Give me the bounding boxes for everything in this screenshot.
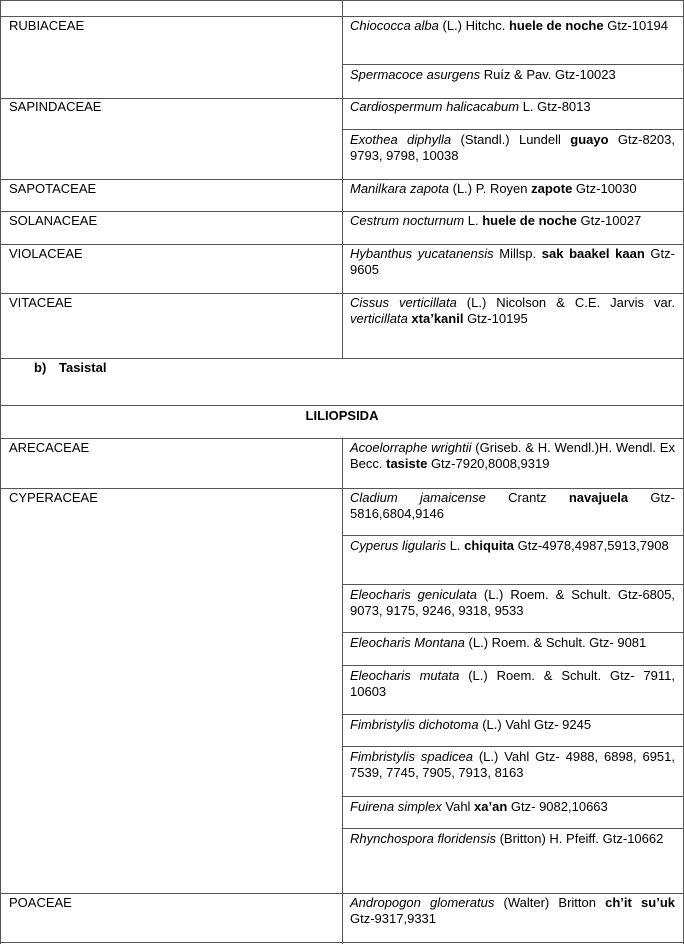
row-divider <box>0 244 684 245</box>
species-text: (L.) Vahl Gtz- 9245 <box>478 717 592 732</box>
species-entry <box>350 895 675 927</box>
row-divider <box>342 632 684 633</box>
family-name: RUBIACEAE <box>9 18 85 33</box>
species-text: L. <box>446 538 465 553</box>
species-text: (L.) Vahl Gtz- 4988, 6898, 6951, 7539, 7745, 7905, 7913, 8163 <box>350 749 675 780</box>
common-name: zapote <box>531 181 573 196</box>
species-text: L. <box>464 213 483 228</box>
common-name: ch’it su’uk <box>605 895 675 910</box>
species-name: Andropogon glomeratus <box>350 895 495 910</box>
species-text: (L.) Nicolson & C.E. Jarvis var. <box>456 295 675 310</box>
family-name: SAPINDACEAE <box>9 99 102 114</box>
species-entry <box>350 668 675 700</box>
species-entry <box>350 213 675 229</box>
row-divider <box>342 665 684 666</box>
species-name: Cyperus ligularis <box>350 538 447 553</box>
family-name: POACEAE <box>9 895 72 910</box>
species-name: Exothea diphylla <box>350 132 452 147</box>
species-text: Gtz-10194 <box>603 18 668 33</box>
species-name: Hybanthus yucatanensis <box>350 246 494 261</box>
common-name: tasiste <box>386 456 428 471</box>
species-name: Fuirena simplex <box>350 799 442 814</box>
row-divider <box>342 714 684 715</box>
species-entry <box>350 635 675 651</box>
species-text: Gtz-9605 <box>350 246 675 277</box>
family-name: VITACEAE <box>9 295 73 310</box>
family-name: SAPOTACEAE <box>9 181 97 196</box>
common-name: xta’kanil <box>411 311 464 326</box>
common-name: chiquita <box>464 538 515 553</box>
species-text: (Standl.) Lundell <box>451 132 571 147</box>
species-text: (L.) Roem. & Schult. Gtz-6805, 9073, 9175, 9246, 9318, 9533 <box>350 587 675 618</box>
row-divider <box>0 16 684 17</box>
species-entry <box>350 132 675 164</box>
species-entry <box>350 490 675 522</box>
species-text: (Griseb. & H. Wendl.)H. Wendl. Ex Becc. <box>350 440 675 471</box>
table-border-bottom <box>0 942 684 943</box>
species-name: Fimbristylis dichotoma <box>350 717 479 732</box>
species-entry <box>350 18 675 34</box>
table-border-left <box>0 0 1 944</box>
species-entry <box>350 99 675 115</box>
species-entry <box>350 717 675 733</box>
row-divider <box>342 129 684 130</box>
species-name: Rhynchospora floridensis <box>350 831 496 846</box>
species-text: Gtz- 9082,10663 <box>507 799 608 814</box>
species-name: Chiococca alba <box>350 18 439 33</box>
species-text: (Walter) Britton <box>494 895 606 910</box>
species-text: Gtz-10030 <box>572 181 637 196</box>
species-text: (L.) Roem. & Schult. Gtz- 9081 <box>464 635 647 650</box>
row-divider <box>342 828 684 829</box>
species-text: Gtz-8203, 9793, 9798, 10038 <box>350 132 675 163</box>
common-name: huele de noche <box>508 18 604 33</box>
row-divider <box>0 488 684 489</box>
species-text: Gtz-10195 <box>463 311 528 326</box>
species-entry <box>350 749 675 781</box>
common-name: huele de noche <box>482 213 577 228</box>
common-name: navajuela <box>568 490 629 505</box>
species-text: Millsp. <box>493 246 542 261</box>
common-name: guayo <box>570 132 609 147</box>
species-name: Cissus verticillata <box>350 295 457 310</box>
species-text: (L.) Hitchc. <box>438 18 509 33</box>
species-text: L. Gtz-8013 <box>519 99 591 114</box>
species-name: Cladium jamaicense <box>350 490 486 505</box>
row-divider <box>0 293 684 294</box>
species-entry <box>350 67 675 83</box>
row-divider <box>0 211 684 212</box>
row-divider <box>0 0 684 1</box>
species-name: Acoelorraphe wrightii <box>350 440 472 455</box>
family-name: ARECACEAE <box>9 440 90 455</box>
species-entry <box>350 246 675 278</box>
species-text: Crantz <box>485 490 569 505</box>
section-title: Tasistal <box>59 360 107 375</box>
species-name: Spermacoce asurgens <box>350 67 481 82</box>
class-title: LILIOPSIDA <box>305 408 379 423</box>
species-name: Manilkara zapota <box>350 181 449 196</box>
row-divider <box>0 179 684 180</box>
row-divider <box>342 746 684 747</box>
species-text: Gtz-7920,8008,9319 <box>427 456 550 471</box>
species-text: Gtz-10027 <box>576 213 642 228</box>
row-divider <box>342 796 684 797</box>
row-divider <box>0 358 684 359</box>
species-entry <box>350 181 675 197</box>
row-divider <box>342 584 684 585</box>
row-divider <box>342 535 684 536</box>
section-label: b) <box>34 360 47 375</box>
species-text: Ruíz & Pav. Gtz-10023 <box>480 67 616 82</box>
species-entry <box>350 538 675 554</box>
species-entry <box>350 831 675 847</box>
common-name: sak baakel kaan <box>541 246 645 261</box>
common-name: xa’an <box>474 799 508 814</box>
species-name: Fimbristylis spadicea <box>350 749 473 764</box>
species-name: Cardiospermum halicacabum <box>350 99 520 114</box>
section-heading <box>34 360 106 376</box>
species-text: (L.) Roem. & Schult. Gtz- 7911, 10603 <box>350 668 675 699</box>
species-text: (Britton) H. Pfeiff. Gtz-10662 <box>495 831 664 846</box>
species-text: Gtz-4978,4987,5913,7908 <box>514 538 669 553</box>
row-divider <box>0 438 684 439</box>
family-name: SOLANACEAE <box>9 213 98 228</box>
species-text: (L.) P. Royen <box>449 181 532 196</box>
species-name: Cestrum nocturnum <box>350 213 465 228</box>
species-text: Gtz-9317,9331 <box>350 911 437 926</box>
species-entry <box>350 799 675 815</box>
column-divider <box>342 439 343 944</box>
species-name: verticillata <box>350 311 408 326</box>
species-entry <box>350 587 675 619</box>
species-name: Eleocharis Montana <box>350 635 465 650</box>
species-entry <box>350 295 675 327</box>
species-text: Gtz-5816,6804,9146 <box>350 490 675 521</box>
family-name: CYPERACEAE <box>9 490 98 505</box>
species-entry <box>350 440 675 472</box>
family-name: VIOLACEAE <box>9 246 83 261</box>
row-divider <box>342 64 684 65</box>
row-divider <box>0 405 684 406</box>
species-text: Vahl <box>441 799 475 814</box>
row-divider <box>0 893 684 894</box>
species-name: Eleocharis geniculata <box>350 587 477 602</box>
species-name: Eleocharis mutata <box>350 668 460 683</box>
